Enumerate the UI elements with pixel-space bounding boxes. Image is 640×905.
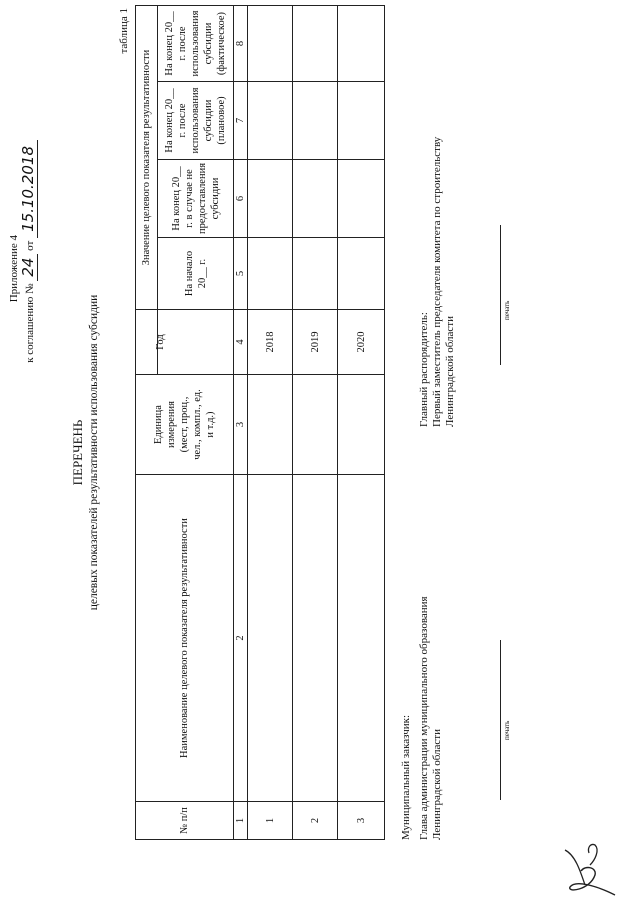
- agreement-number: 24: [19, 254, 38, 281]
- header-sub-end-no-subsidy: На конец 20__ г. в случае не предоставления субсидии: [170, 162, 221, 235]
- row-number: 3: [355, 817, 367, 824]
- header-col-number: № п/п: [179, 807, 190, 834]
- indicators-table: [135, 5, 385, 840]
- table-label: таблица 1: [118, 8, 130, 54]
- appendix-label: Приложение 4: [8, 235, 20, 303]
- index-cell: 4: [235, 339, 246, 345]
- header-sub-end-actual: На конец 20__ г. после использования субсидии (фактическое): [164, 10, 227, 77]
- date-prefix: от: [24, 240, 36, 251]
- distributor-label: Главный распорядитель:: [418, 312, 430, 427]
- handwritten-initials: [555, 835, 635, 905]
- distributor-stamp-label: печать: [503, 300, 511, 320]
- header-group-values: Значение целевого показателя результативности: [141, 49, 152, 266]
- index-cell: 8: [235, 40, 246, 47]
- index-cell: 1: [235, 817, 246, 824]
- row-year: 2019: [309, 331, 321, 353]
- row-number: 2: [309, 817, 321, 824]
- agreement-reference: [19, 140, 37, 363]
- header-col-name: Наименование целевого показателя результативности: [179, 518, 190, 758]
- row-year: 2020: [355, 331, 367, 353]
- index-cell: 7: [235, 117, 246, 124]
- index-cell: 5: [235, 270, 246, 277]
- index-cell: 3: [235, 421, 246, 428]
- distributor-signature-line: [500, 225, 501, 365]
- agreement-prefix: к соглашению №: [24, 283, 36, 363]
- customer-signature-line: [500, 640, 501, 800]
- header-sub-start: На начало 20__ г.: [183, 250, 208, 297]
- agreement-date: 15.10.2018: [19, 140, 38, 238]
- customer-stamp-label: печать: [503, 720, 511, 740]
- index-cell: 6: [235, 195, 246, 202]
- page-subtitle: целевых показателей результативности использования субсидии: [88, 294, 100, 611]
- customer-title-line1: Глава администрации муниципального образования: [418, 596, 430, 840]
- row-number: 1: [264, 817, 276, 824]
- distributor-title-line2: Ленинградской области: [444, 316, 456, 427]
- header-col-unit: Единица измерения (мест, проц., чел., компл., ед. и т.д.): [153, 389, 216, 460]
- distributor-title-line1: Первый заместитель председателя комитета по строительству: [431, 136, 443, 427]
- page-title: ПЕРЕЧЕНЬ: [70, 419, 85, 486]
- header-sub-end-planned: На конец 20__ г. после использования субсидии (плановое): [164, 87, 227, 154]
- customer-label: Муниципальный заказчик:: [400, 714, 412, 840]
- customer-title-line2: Ленинградской области: [431, 729, 443, 840]
- header-col-year: Год: [155, 334, 166, 350]
- row-year: 2018: [264, 331, 276, 353]
- index-cell: 2: [235, 635, 246, 641]
